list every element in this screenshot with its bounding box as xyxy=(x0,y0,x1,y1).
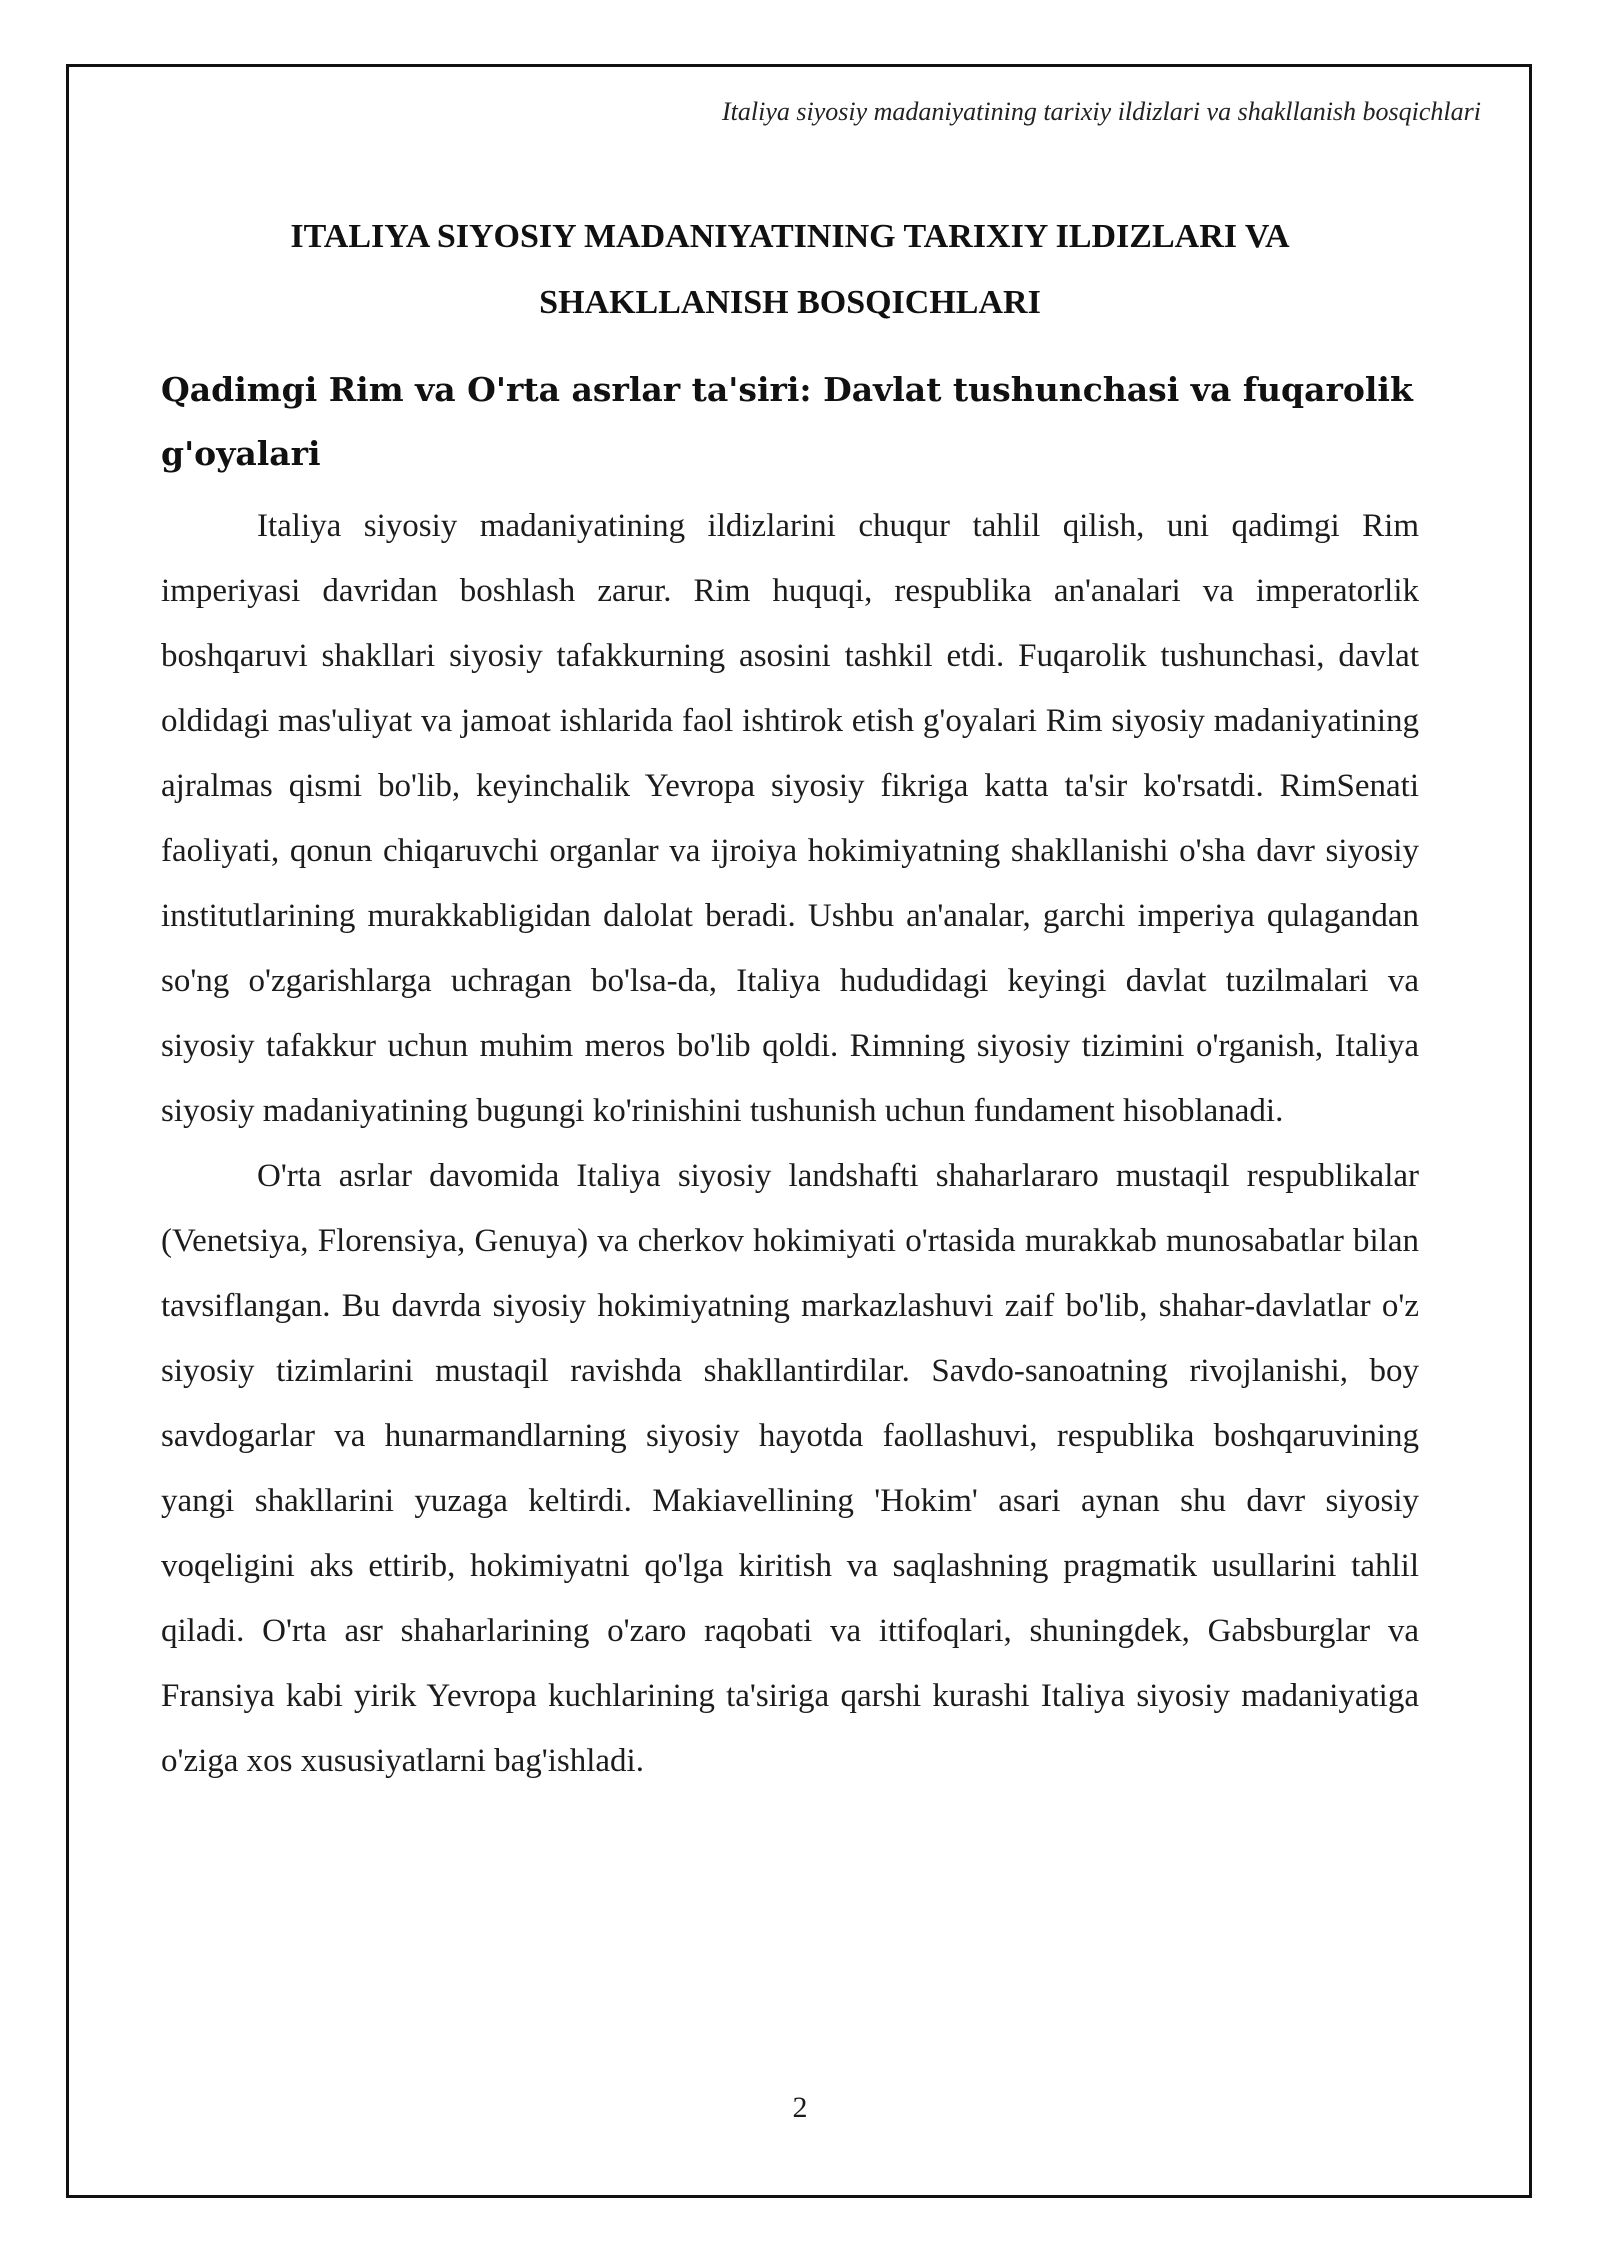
body-paragraph-2: O'rta asrlar davomida Italiya siyosiy landshafti shaharlararo mustaqil respublikalar (Venetsiya, Florensiya, Genuya) va cherkov hokimiyati o'rtasida murakkab munosabatlar bilan tavsiflangan. Bu davrda siyosiy hokimiyatning markazlashuvi zaif bo'lib, shahar-davlatlar o'z siyosiy tizimlarini mustaqil ravishda shakllantirdilar. Savdo-sanoatning rivojlanishi, boy savdogarlar va hunarmandlarning siyosiy hayotda faollashuvi, respublika boshqaruvining yangi shakllarini yuzaga keltirdi. Makiavellining 'Hokim' asari aynan shu davr siyosiy voqeligini aks ettirib, hokimiyatni qo'lga kiritish va saqlashning pragmatik usullarini tahlil qiladi. O'rta asr shaharlarining o'zaro raqobati va ittifoqlari, shuningdek, Gabsburglar va Fransiya kabi yirik Yevropa kuchlarining ta'siriga qarshi kurashi Italiya siyosiy madaniyatiga o'ziga xos xususiyatlarni bag'ishladi. xyxy=(161,1158,1419,1779)
section-heading-line-2: g'oyalari xyxy=(161,434,321,473)
body-paragraph-1: Italiya siyosiy madaniyatining ildizlarini chuqur tahlil qilish, uni qadimgi Rim imperiyasi davridan boshlash zarur. Rim huquqi, respublika an'analari va imperatorlik boshqaruvi shakllari siyosiy tafakkurning asosini tashkil etdi. Fuqarolik tushunchasi, davlat oldidagi mas'uliyat va jamoat ishlarida faol ishtirok etish g'oyalari Rim siyosiy madaniyatining ajralmas qismi bo'lib, keyinchalik Yevropa siyosiy fikriga katta ta'sir ko'rsatdi. RimSenati faoliyati, qonun chiqaruvchi organlar va ijroiya hokimiyatning shakllanishi o'sha davr siyosiy institutlarining murakkabligidan dalolat beradi. Ushbu an'analar, garchi imperiya qulagandan so'ng o'zgarishlarga uchragan bo'lsa-da, Italiya hududidagi keyingi davlat tuzilmalari va siyosiy tafakkur uchun muhim meros bo'lib qoldi. Rimning siyosiy tizimini o'rganish, Italiya siyosiy madaniyatining bugungi ko'rinishini tushunish uchun fundament hisoblanadi. xyxy=(161,508,1419,1129)
document-title-line-1: ITALIYA SIYOSIY MADANIYATINING TARIXIY ILDIZLARI VA xyxy=(290,218,1290,255)
page-content xyxy=(161,140,1419,1794)
running-header: Italiya siyosiy madaniyatining tarixiy ildizlari va shakllanish bosqichlari xyxy=(721,97,1481,126)
page-number: 2 xyxy=(792,2091,808,2124)
section-heading-line-1: Qadimgi Rim va O'rta asrlar ta'siri: Davlat tushunchasi va fuqarolik xyxy=(161,370,1413,409)
document-title-line-2: SHAKLLANISH BOSQICHLARI xyxy=(539,284,1041,321)
document-title xyxy=(161,204,1419,336)
section-heading xyxy=(161,358,1419,486)
